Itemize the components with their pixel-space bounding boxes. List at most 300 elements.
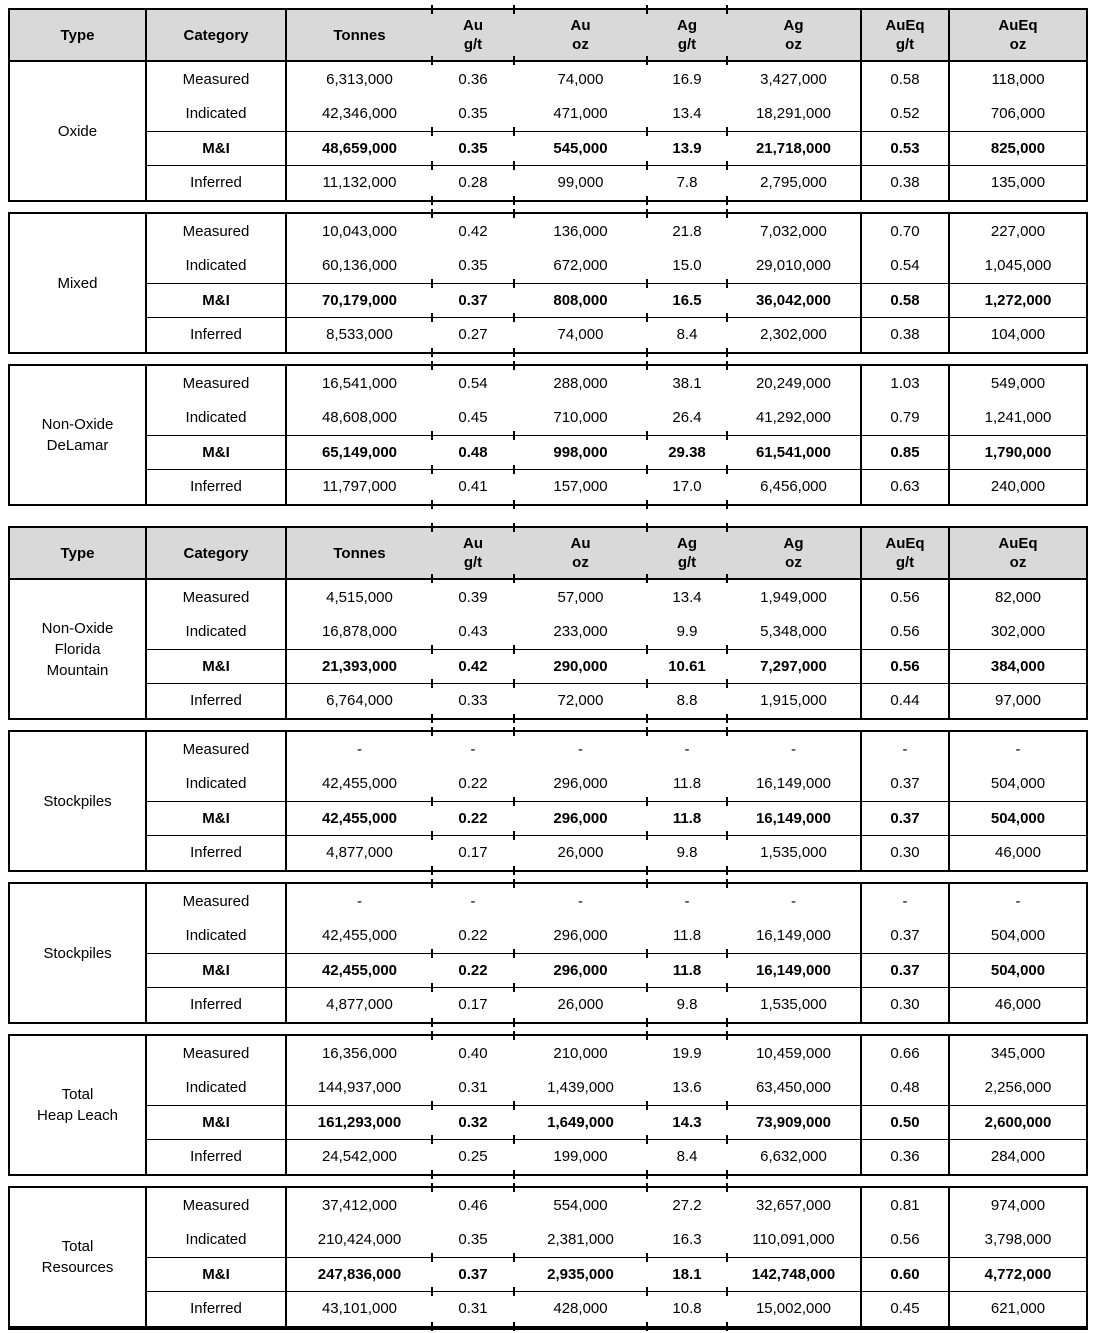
cell-aueq-gt: 0.85	[862, 436, 950, 469]
section-rows	[147, 366, 1086, 504]
cell-au-oz: 74,000	[557, 70, 604, 88]
cell-category: Measured	[147, 884, 287, 919]
table-row-inferred	[147, 318, 1086, 353]
cell-au-gt: 0.37	[432, 1258, 514, 1291]
cell-ag-oz: 7,297,000	[727, 650, 862, 683]
cell-au-oz: 296,000	[553, 775, 608, 793]
type-cell-non-oxide-florida-mountain	[10, 580, 147, 718]
cell-au-gt: 0.35	[458, 105, 488, 123]
cell-aueq-gt: 0.45	[862, 1292, 950, 1327]
cell-aueq-oz: 345,000	[990, 1044, 1046, 1062]
type-label-line: DeLamar	[46, 437, 109, 454]
cell-category: Inferred	[147, 988, 287, 1023]
type-cell-stockpiles-2	[10, 884, 147, 1022]
section-body	[10, 1036, 1086, 1174]
cell-aueq-gt: 0.48	[862, 1071, 950, 1106]
cell-ag-oz: 2,795,000	[727, 166, 862, 201]
cell-tonnes: 70,179,000	[321, 291, 398, 309]
cell-au-oz: 471,000	[553, 105, 608, 123]
cell-ag-oz: 18,291,000	[727, 97, 862, 132]
cell-aueq-gt: 0.53	[862, 132, 950, 165]
column-header-ag-gt	[647, 10, 727, 60]
section-rows	[147, 62, 1086, 200]
cell-aueq-gt: 0.50	[862, 1106, 950, 1139]
table-header-row	[10, 528, 1086, 580]
cell-category: M&I	[147, 650, 287, 683]
cell-tonnes: 42,455,000	[321, 927, 398, 945]
cell-au-oz: 233,000	[553, 623, 608, 641]
column-header-label: AuEq	[885, 17, 925, 34]
table-row-measured	[147, 1036, 1086, 1071]
cell-category: M&I	[147, 1106, 287, 1139]
cell-tonnes: 42,455,000	[321, 809, 398, 827]
cell-au-gt: 0.31	[432, 1292, 514, 1327]
cell-au-oz: 2,381,000	[547, 1231, 614, 1249]
cell-ag-oz: 10,459,000	[727, 1036, 862, 1071]
type-label-line: Non-Oxide	[41, 619, 114, 637]
cell-au-gt: 0.42	[432, 650, 514, 683]
cell-ag-oz: 7,032,000	[727, 214, 862, 249]
cell-au-gt: 0.31	[458, 1079, 488, 1097]
cell-category: Indicated	[147, 919, 287, 954]
section-rows	[147, 1036, 1086, 1174]
cell-ag-oz: -	[727, 732, 862, 767]
cell-aueq-oz: 504,000	[990, 961, 1046, 979]
cell-category: Measured	[147, 732, 287, 767]
table-row-m-i	[147, 435, 1086, 470]
table-header-row	[10, 10, 1086, 62]
section-body	[10, 214, 1086, 352]
type-label-line: Stockpiles	[43, 944, 112, 962]
cell-ag-gt: 13.6	[672, 1079, 702, 1097]
cell-aueq-oz: 2,256,000	[984, 1079, 1052, 1097]
section-body	[10, 1188, 1086, 1326]
section-body	[10, 884, 1086, 1022]
cell-category: Measured	[147, 366, 287, 401]
column-header-unit: g/t	[463, 36, 483, 53]
resource-section-stockpiles-2	[8, 882, 1088, 1024]
resource-section-stockpiles-1	[8, 730, 1088, 872]
cell-tonnes: 16,878,000	[321, 623, 398, 641]
column-header-label: Ag	[677, 17, 697, 34]
section-body	[10, 62, 1086, 200]
table-row-m-i	[147, 131, 1086, 166]
cell-aueq-gt: 0.79	[862, 401, 950, 436]
column-header-ag-oz	[727, 10, 862, 60]
cell-au-oz: 808,000	[514, 284, 647, 317]
type-label-line: Total	[61, 1086, 94, 1103]
cell-au-oz: 26,000	[514, 988, 647, 1023]
cell-au-gt: 0.46	[432, 1188, 514, 1223]
column-header-unit: oz	[572, 554, 589, 571]
column-header-label: AuEq	[885, 535, 925, 552]
cell-aueq-gt: 0.30	[862, 836, 950, 871]
cell-au-oz: 296,000	[553, 927, 608, 945]
column-header-unit: g/t	[677, 554, 697, 571]
cell-au-gt: 0.17	[432, 836, 514, 871]
cell-aueq-gt: -	[862, 732, 950, 767]
cell-tonnes: 144,937,000	[317, 1079, 402, 1097]
cell-aueq-oz: 2,600,000	[984, 1113, 1052, 1131]
cell-ag-gt: 14.3	[647, 1106, 727, 1139]
cell-category: Inferred	[147, 318, 287, 353]
cell-au-gt: 0.22	[432, 954, 514, 987]
cell-category: M&I	[147, 1258, 287, 1291]
cell-ag-oz: 6,632,000	[727, 1140, 862, 1175]
cell-au-gt: 0.43	[458, 623, 488, 641]
cell-aueq-oz: 284,000	[990, 1148, 1046, 1166]
cell-category: Inferred	[147, 684, 287, 719]
cell-au-oz: 57,000	[557, 588, 604, 606]
cell-aueq-oz: 974,000	[990, 1196, 1046, 1214]
type-cell-total-resources	[10, 1188, 147, 1326]
cell-category: Indicated	[147, 1223, 287, 1258]
cell-ag-gt: -	[647, 884, 727, 919]
column-header-tonnes	[287, 528, 432, 578]
cell-ag-oz: -	[727, 884, 862, 919]
column-header-label: Category	[183, 544, 249, 562]
table-row-m-i	[147, 953, 1086, 988]
cell-tonnes: 16,356,000	[321, 1044, 398, 1062]
cell-ag-gt: 11.8	[647, 954, 727, 987]
column-header-unit: oz	[1009, 554, 1027, 571]
cell-ag-oz: 3,427,000	[727, 62, 862, 97]
cell-ag-gt: 16.3	[672, 1231, 702, 1249]
column-header-label: AuEq	[998, 17, 1038, 34]
cell-aueq-oz: 46,000	[995, 996, 1041, 1014]
table-row-measured	[147, 732, 1086, 767]
cell-ag-oz: 1,535,000	[727, 836, 862, 871]
cell-ag-gt: 21.8	[647, 214, 727, 249]
cell-tonnes: 4,515,000	[326, 588, 393, 606]
cell-aueq-gt: 0.44	[862, 684, 950, 719]
cell-aueq-gt: 0.54	[862, 249, 950, 284]
cell-au-gt: 0.39	[458, 588, 488, 606]
column-header-label: Type	[60, 544, 95, 562]
cell-aueq-oz: -	[1015, 892, 1021, 910]
cell-aueq-gt: 0.58	[862, 62, 950, 97]
cell-au-gt: 0.22	[432, 802, 514, 835]
cell-tonnes: 11,797,000	[322, 478, 397, 496]
cell-ag-gt: 11.8	[672, 927, 702, 945]
column-header-label: Au	[570, 17, 591, 34]
column-header-label: Tonnes	[333, 544, 386, 562]
cell-ag-gt: 26.4	[672, 409, 702, 427]
type-cell-non-oxide-delamar	[10, 366, 147, 504]
cell-aueq-gt: 0.56	[862, 580, 950, 615]
cell-aueq-gt: 0.52	[862, 97, 950, 132]
cell-category: Inferred	[147, 470, 287, 505]
cell-category: Inferred	[147, 1292, 287, 1327]
section-body	[10, 366, 1086, 504]
column-header-aueq-oz	[950, 528, 1086, 578]
cell-au-gt: -	[432, 884, 514, 919]
cell-au-oz: 74,000	[514, 318, 647, 353]
cell-au-gt: 0.37	[432, 284, 514, 317]
cell-au-oz: 554,000	[514, 1188, 647, 1223]
table-row-inferred	[147, 1140, 1086, 1175]
cell-au-oz: 288,000	[514, 366, 647, 401]
cell-aueq-oz: 1,045,000	[984, 257, 1052, 275]
cell-ag-oz: 1,915,000	[727, 684, 862, 719]
cell-au-gt: 0.17	[432, 988, 514, 1023]
cell-aueq-oz: 240,000	[990, 478, 1046, 496]
cell-au-gt: 0.41	[432, 470, 514, 505]
table-row-m-i	[147, 283, 1086, 318]
cell-tonnes: 10,043,000	[321, 222, 398, 240]
cell-ag-gt: -	[647, 732, 727, 767]
cell-aueq-gt: 0.36	[862, 1140, 950, 1175]
resource-section-mixed	[8, 212, 1088, 354]
column-header-unit: oz	[785, 36, 802, 53]
cell-aueq-oz: 104,000	[990, 326, 1046, 344]
type-cell-mixed	[10, 214, 147, 352]
cell-ag-oz: 32,657,000	[727, 1188, 862, 1223]
cell-ag-gt: 8.4	[647, 1140, 727, 1175]
cell-au-gt: 0.22	[458, 775, 488, 793]
cell-aueq-oz: 504,000	[990, 809, 1046, 827]
cell-aueq-oz: 46,000	[995, 844, 1041, 862]
column-header-category	[147, 528, 287, 578]
cell-category: Inferred	[147, 836, 287, 871]
cell-category: M&I	[147, 954, 287, 987]
type-label-line: Non-Oxide	[41, 416, 114, 433]
table-row-inferred	[147, 470, 1086, 505]
cell-ag-gt: 19.9	[647, 1036, 727, 1071]
cell-aueq-gt: -	[862, 884, 950, 919]
cell-tonnes: 21,393,000	[321, 657, 398, 675]
column-header-au-gt	[432, 528, 514, 578]
cell-aueq-oz: 227,000	[990, 222, 1046, 240]
column-header-unit: g/t	[463, 554, 483, 571]
cell-category: Inferred	[147, 1140, 287, 1175]
table-row-inferred	[147, 836, 1086, 871]
table-row-m-i	[147, 1257, 1086, 1292]
cell-ag-oz: 1,949,000	[727, 580, 862, 615]
cell-au-oz: 210,000	[514, 1036, 647, 1071]
cell-ag-gt: 16.5	[647, 284, 727, 317]
cell-ag-oz: 16,149,000	[727, 954, 862, 987]
table-row-measured	[147, 580, 1086, 615]
table-row-inferred	[147, 166, 1086, 201]
cell-ag-oz: 16,149,000	[727, 919, 862, 954]
cell-ag-oz: 142,748,000	[727, 1258, 862, 1291]
type-cell-oxide	[10, 62, 147, 200]
cell-ag-gt: 13.9	[647, 132, 727, 165]
cell-tonnes: 42,346,000	[321, 105, 398, 123]
table-row-m-i	[147, 1105, 1086, 1140]
cell-aueq-oz: 549,000	[990, 374, 1046, 392]
column-header-aueq-gt	[862, 10, 950, 60]
cell-au-gt: 0.36	[458, 70, 488, 88]
cell-category: Indicated	[147, 97, 287, 132]
cell-au-gt: 0.25	[432, 1140, 514, 1175]
cell-au-oz: 296,000	[514, 802, 647, 835]
cell-aueq-gt: 0.30	[862, 988, 950, 1023]
cell-au-oz: 26,000	[514, 836, 647, 871]
cell-tonnes: 6,764,000	[326, 692, 393, 710]
table-row-m-i	[147, 649, 1086, 684]
type-label-line: Resources	[41, 1259, 114, 1276]
cell-ag-oz: 73,909,000	[727, 1106, 862, 1139]
cell-aueq-oz: 4,772,000	[984, 1265, 1052, 1283]
column-header-aueq-gt	[862, 528, 950, 578]
cell-aueq-oz: 1,272,000	[984, 291, 1052, 309]
cell-category: M&I	[147, 132, 287, 165]
cell-aueq-gt: 0.37	[862, 802, 950, 835]
cell-aueq-oz: 3,798,000	[984, 1231, 1052, 1249]
table-row-measured	[147, 884, 1086, 919]
column-header-ag-oz	[727, 528, 862, 578]
cell-au-oz: 72,000	[514, 684, 647, 719]
cell-au-gt: 0.33	[432, 684, 514, 719]
cell-category: Indicated	[147, 767, 287, 802]
cell-aueq-oz: 1,790,000	[984, 443, 1052, 461]
cell-ag-gt: 9.8	[647, 988, 727, 1023]
table-row-inferred	[147, 684, 1086, 719]
cell-tonnes: 161,293,000	[317, 1113, 402, 1131]
cell-ag-gt: 38.1	[647, 366, 727, 401]
column-header-unit: oz	[1009, 36, 1027, 53]
column-header-label: Type	[60, 26, 95, 44]
cell-ag-gt: 18.1	[647, 1258, 727, 1291]
cell-au-gt: 0.54	[432, 366, 514, 401]
table-row-measured	[147, 1188, 1086, 1223]
cell-ag-gt: 29.38	[647, 436, 727, 469]
cell-aueq-gt: 0.37	[862, 954, 950, 987]
cell-au-gt: 0.27	[432, 318, 514, 353]
cell-aueq-gt: 0.58	[862, 284, 950, 317]
cell-category: M&I	[147, 802, 287, 835]
type-label-line: Stockpiles	[43, 792, 112, 810]
cell-tonnes: 24,542,000	[321, 1148, 398, 1166]
cell-aueq-oz: 384,000	[990, 657, 1046, 675]
column-header-category	[147, 10, 287, 60]
cell-category: Measured	[147, 1188, 287, 1223]
cell-tonnes: 4,877,000	[326, 844, 393, 862]
resource-section-total-heap-leach	[8, 1034, 1088, 1176]
cell-ag-oz: 5,348,000	[727, 615, 862, 650]
column-header-au-oz	[514, 528, 647, 578]
cell-category: M&I	[147, 284, 287, 317]
cell-aueq-oz: 825,000	[990, 139, 1046, 157]
cell-tonnes: 65,149,000	[321, 443, 398, 461]
table-row-measured	[147, 62, 1086, 97]
column-header-label: Au	[463, 17, 483, 34]
table-row-indicated	[147, 767, 1086, 802]
cell-aueq-gt: 0.56	[862, 650, 950, 683]
column-header-au-gt	[432, 10, 514, 60]
table-row-indicated	[147, 1223, 1086, 1258]
cell-category: Measured	[147, 214, 287, 249]
column-header-aueq-oz	[950, 10, 1086, 60]
table-row-indicated	[147, 97, 1086, 132]
column-header-unit: g/t	[895, 36, 915, 53]
cell-category: Measured	[147, 1036, 287, 1071]
table-row-indicated	[147, 615, 1086, 650]
resource-section-non-oxide-delamar	[8, 364, 1088, 506]
cell-category: Measured	[147, 62, 287, 97]
cell-aueq-gt: 0.38	[862, 318, 950, 353]
cell-aueq-gt: 0.63	[862, 470, 950, 505]
column-header-label: Tonnes	[333, 26, 386, 44]
cell-au-oz: 1,649,000	[514, 1106, 647, 1139]
type-label-line: Florida	[54, 640, 101, 658]
cell-tonnes: 60,136,000	[321, 257, 398, 275]
cell-tonnes: 48,608,000	[321, 409, 398, 427]
cell-aueq-oz: 1,241,000	[984, 409, 1052, 427]
cell-au-oz: 998,000	[514, 436, 647, 469]
cell-category: Indicated	[147, 249, 287, 284]
cell-tonnes: 48,659,000	[321, 139, 398, 157]
cell-au-gt: 0.35	[458, 257, 488, 275]
cell-ag-oz: 63,450,000	[727, 1071, 862, 1106]
cell-ag-gt: 8.8	[647, 684, 727, 719]
resource-section-total-resources	[8, 1186, 1088, 1330]
column-header-label: Ag	[783, 535, 804, 552]
column-header-label: Au	[570, 535, 591, 552]
cell-ag-gt: 13.4	[672, 105, 702, 123]
cell-ag-gt: 16.9	[672, 70, 702, 88]
cell-au-oz: -	[514, 884, 647, 919]
resource-tables	[8, 8, 1088, 1330]
cell-au-oz: -	[514, 732, 647, 767]
cell-ag-gt: 10.61	[647, 650, 727, 683]
cell-aueq-oz: -	[1015, 740, 1021, 758]
column-header-unit: g/t	[895, 554, 915, 571]
cell-au-oz: 290,000	[514, 650, 647, 683]
cell-aueq-oz: 621,000	[990, 1300, 1046, 1318]
section-rows	[147, 732, 1086, 870]
cell-ag-gt: 17.0	[647, 470, 727, 505]
cell-au-gt: 0.32	[432, 1106, 514, 1139]
cell-ag-oz: 1,535,000	[727, 988, 862, 1023]
cell-category: Indicated	[147, 1071, 287, 1106]
section-body	[10, 732, 1086, 870]
cell-aueq-gt: 0.56	[862, 1223, 950, 1258]
section-rows	[147, 580, 1086, 718]
type-label-line: Total	[61, 1238, 94, 1255]
cell-aueq-oz: 504,000	[990, 775, 1046, 793]
type-label-line: Oxide	[57, 122, 98, 140]
cell-tonnes: 42,455,000	[321, 961, 398, 979]
cell-aueq-gt: 0.81	[862, 1188, 950, 1223]
type-cell-stockpiles-1	[10, 732, 147, 870]
column-header-au-oz	[514, 10, 647, 60]
section-rows	[147, 214, 1086, 352]
cell-tonnes: 8,533,000	[326, 326, 393, 344]
table-row-inferred	[147, 988, 1086, 1023]
cell-ag-gt: 15.0	[672, 257, 702, 275]
table-row-indicated	[147, 249, 1086, 284]
cell-au-gt: 0.28	[432, 166, 514, 201]
cell-ag-gt: 9.9	[676, 623, 698, 641]
cell-aueq-gt: 0.38	[862, 166, 950, 201]
cell-ag-gt: 9.8	[647, 836, 727, 871]
cell-tonnes: 42,455,000	[321, 775, 398, 793]
cell-ag-oz: 110,091,000	[727, 1223, 862, 1258]
cell-ag-gt: 27.2	[647, 1188, 727, 1223]
column-header-type	[10, 528, 147, 578]
cell-ag-gt: 11.8	[672, 775, 702, 793]
table-row-inferred	[147, 1292, 1086, 1327]
table-row-indicated	[147, 919, 1086, 954]
cell-ag-gt: 13.4	[672, 588, 702, 606]
column-header-type	[10, 10, 147, 60]
column-header-tonnes	[287, 10, 432, 60]
cell-category: Indicated	[147, 615, 287, 650]
cell-tonnes: -	[357, 892, 362, 910]
